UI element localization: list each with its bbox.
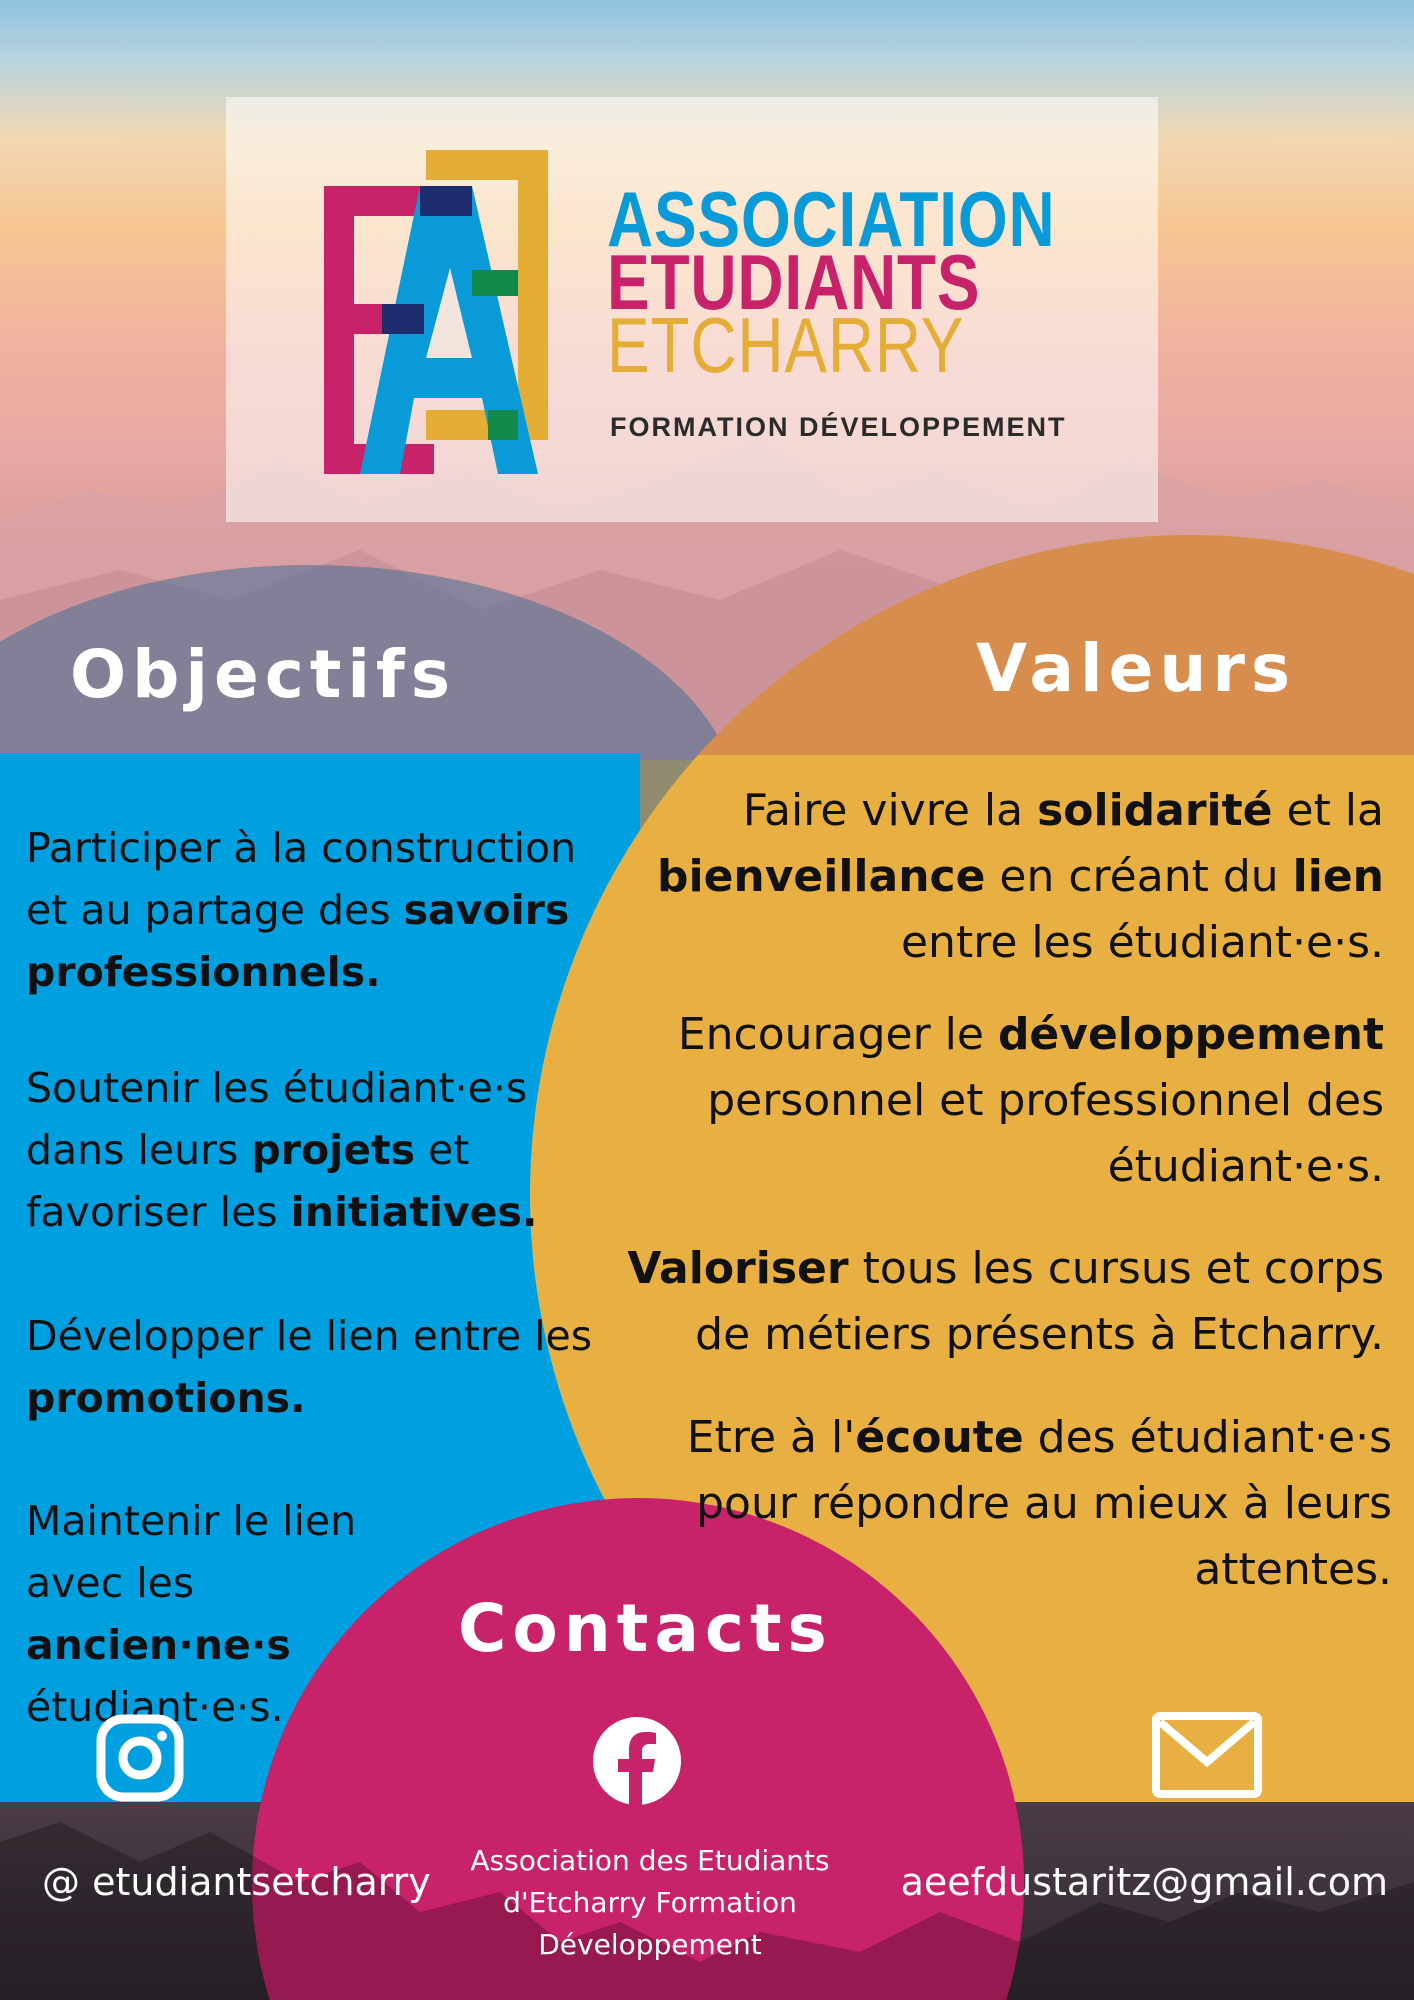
logo-title-etcharry: ETCHARRY [607,301,965,389]
objectif-item: Soutenir les étudiant·e·s dans leurs projets et favoriser les initiatives. [26,1064,538,1236]
objectif-item: Développer le lien entre les promotions. [26,1312,593,1422]
mail-icon[interactable] [1152,1712,1262,1798]
valeurs-heading: Valeurs [976,630,1297,707]
instagram-icon[interactable] [96,1714,184,1802]
logo-title-association: ASSOCIATION [607,175,1056,263]
logo-ea-icon [322,148,558,476]
instagram-handle[interactable]: @ etudiantsetcharry [42,1860,431,1904]
contacts-heading: Contacts [458,1590,833,1667]
logo-title-etudiants: ETUDIANTS [607,238,981,326]
facebook-icon[interactable] [592,1716,682,1806]
logo-tagline: FORMATION DÉVELOPPEMENT [610,412,1067,442]
valeur-item: Encourager le développement personnel et professionnel des étudiant·e·s. [677,1009,1384,1192]
valeur-item: Faire vivre la solidarité et la bienveillance en créant du lien entre les étudiant·e·s. [656,785,1384,968]
valeur-item: Etre à l'écoute des étudiant·e·s pour répondre au mieux à leurs attentes. [686,1412,1392,1595]
objectif-item: Participer à la construction et au partage des savoirs professionnels. [26,824,577,996]
facebook-page-name[interactable]: Association des Etudiants d'Etcharry Formation Développement [470,1844,830,1961]
valeur-item: Valoriser tous les cursus et corps de métiers présents à Etcharry. [627,1243,1384,1360]
objectifs-heading: Objectifs [70,636,457,713]
email-address[interactable]: aeefdustaritz@gmail.com [900,1860,1388,1904]
objectif-item: Maintenir le lien avec les ancien·ne·s étudiant·e·s. [26,1497,357,1731]
